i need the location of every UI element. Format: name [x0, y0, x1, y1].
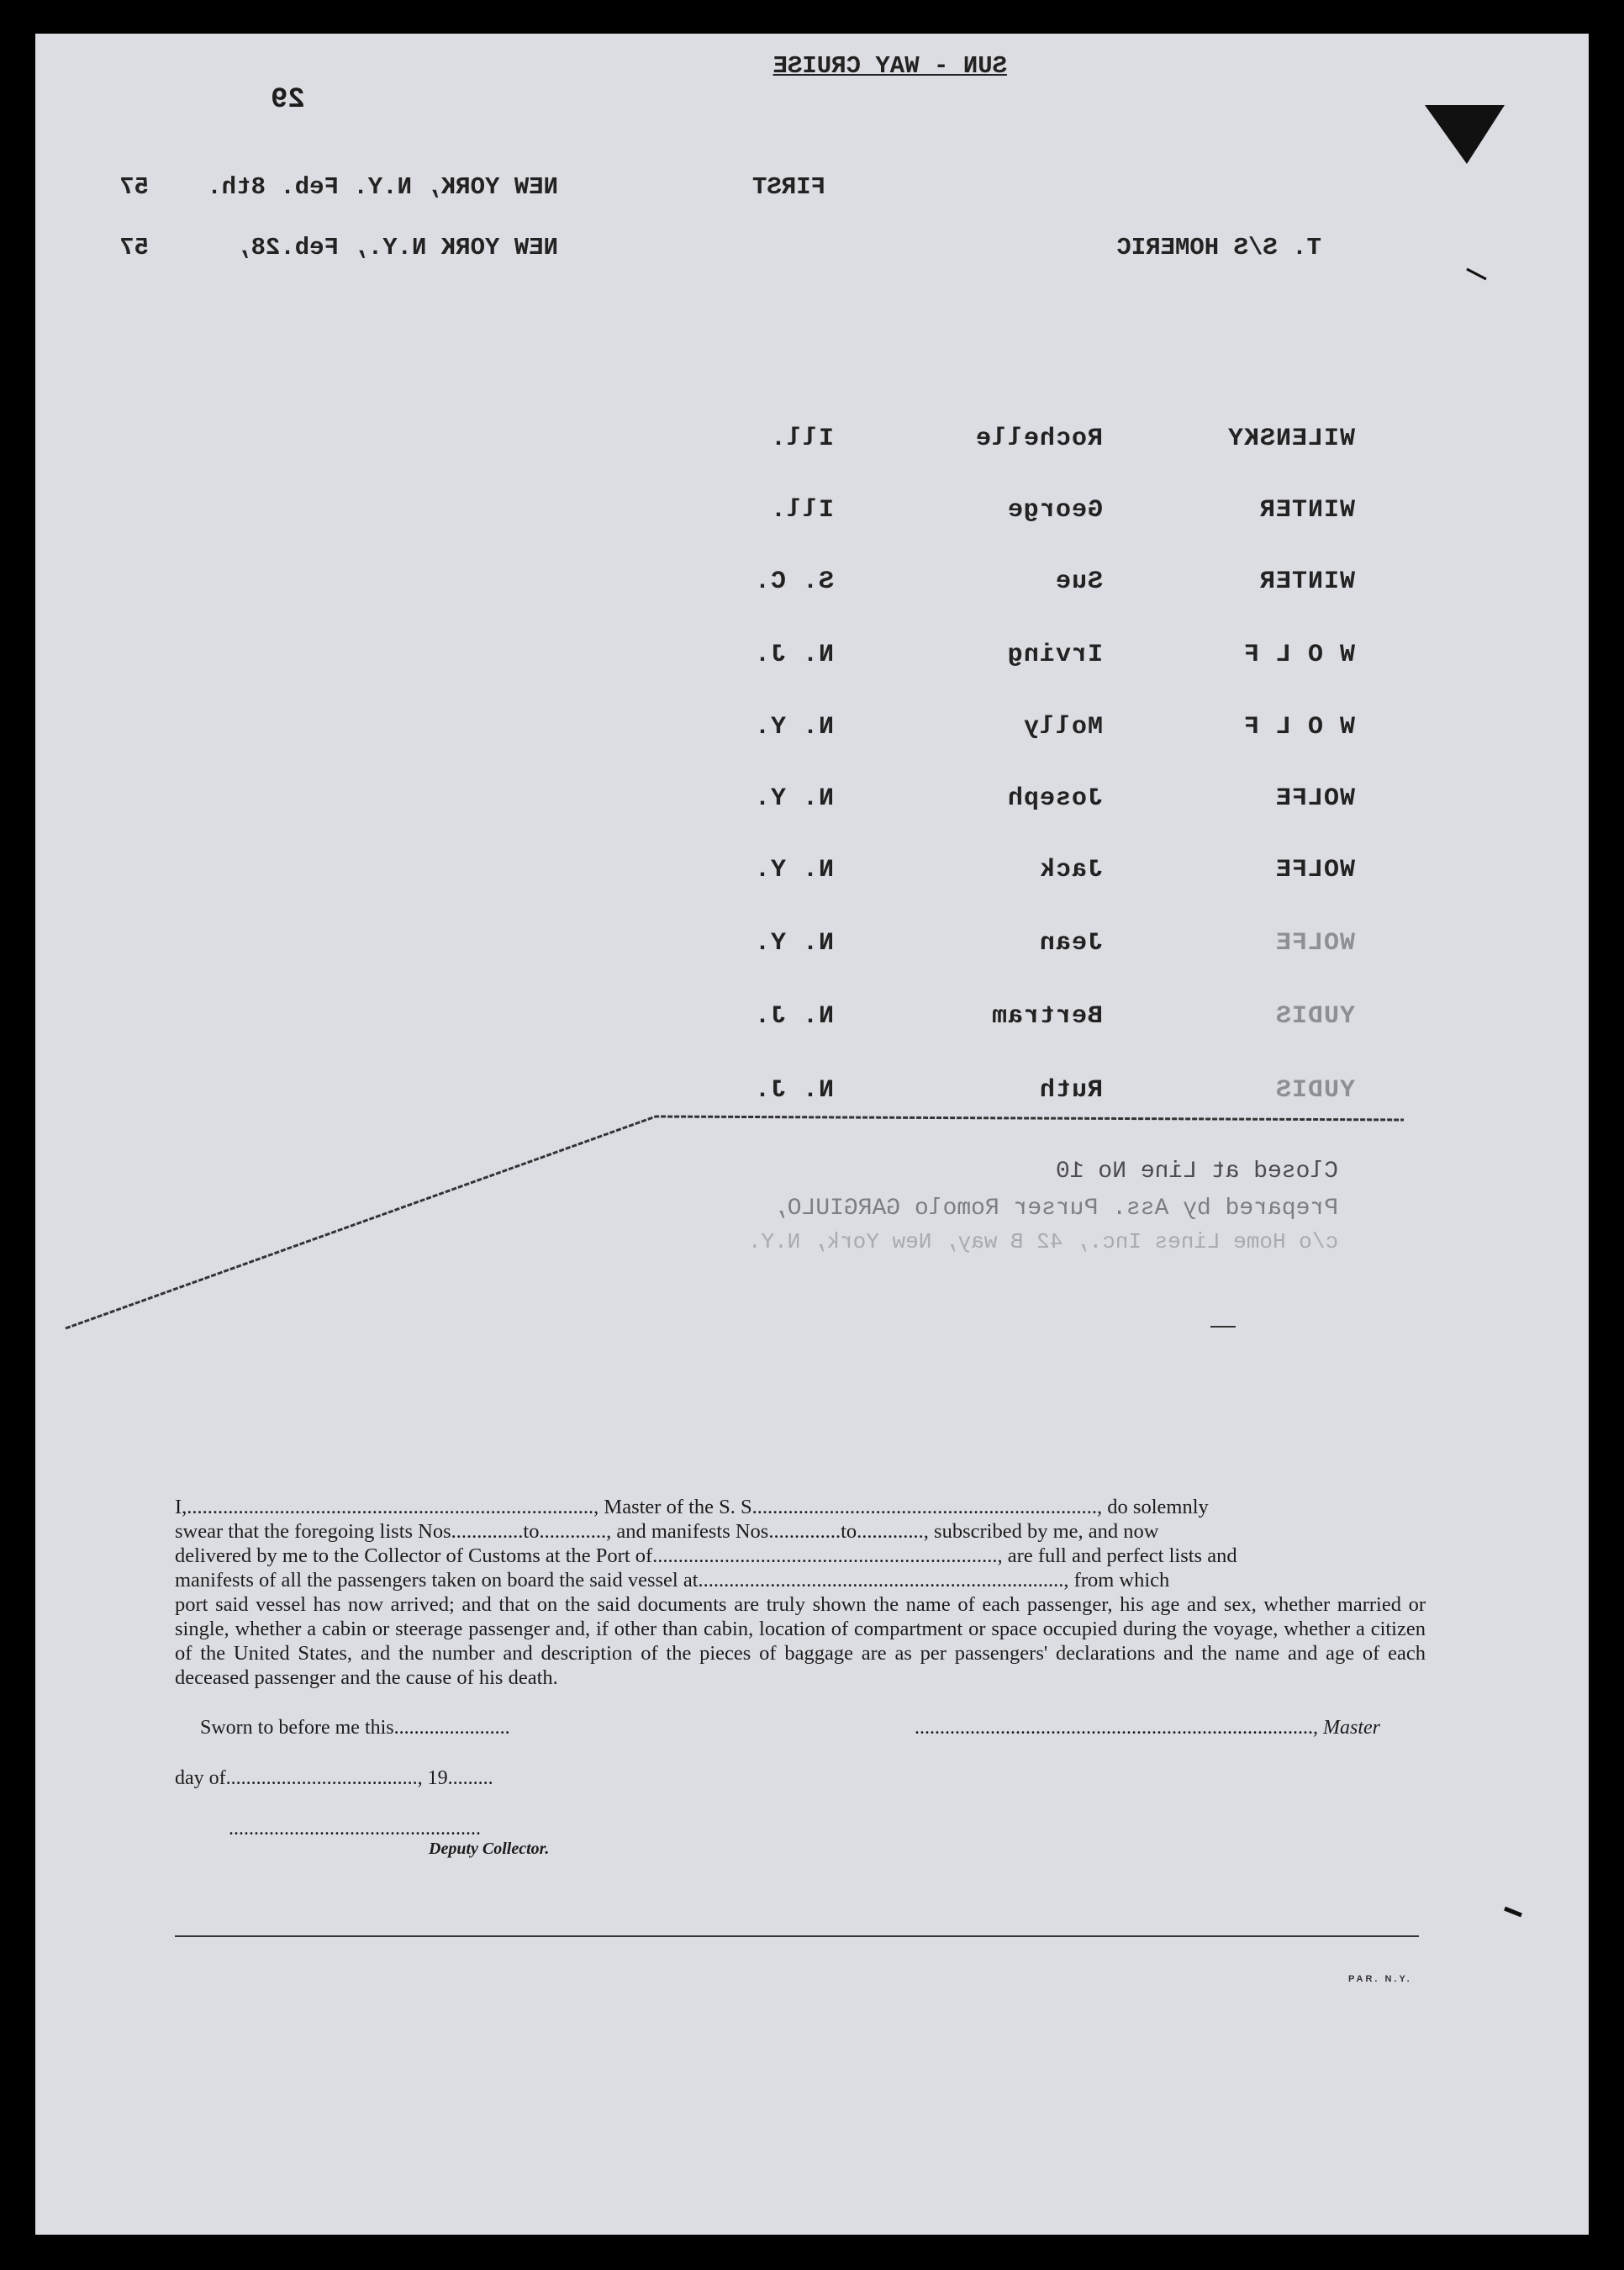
oath-line-4: manifests of all the passengers taken on board the said vessel at......................................................................., from which	[175, 1569, 1170, 1592]
passenger-state: N. Y.	[753, 784, 834, 813]
departure-year: 57	[119, 173, 149, 201]
day-of-line: day of......................................, 19.........	[175, 1767, 493, 1789]
oath-paragraph	[175, 1495, 1426, 1690]
departure-place-date: NEW YORK, N.Y. Feb. 8th.	[207, 173, 558, 201]
master-signature-line: ..............................................................................., Master	[915, 1717, 1380, 1739]
passenger-given-name: Bertram	[990, 1002, 1103, 1031]
oath-line-2: swear that the foregoing lists Nos..............to............., and manifests Nos..............to............., subscribed by me, and now	[175, 1520, 1159, 1543]
passenger-surname: WOLFE	[1274, 929, 1355, 958]
passenger-given-name: Sue	[1054, 568, 1103, 596]
cruise-title: SUN - WAY CRUISE	[772, 52, 1007, 80]
passenger-state: Ill.	[769, 496, 834, 525]
passenger-surname: WINTER	[1258, 568, 1355, 596]
footer-rule	[175, 1935, 1419, 1937]
passenger-surname: WOLFE	[1274, 856, 1355, 884]
passenger-given-name: Molly	[1022, 713, 1103, 742]
passenger-state: N. J.	[753, 641, 834, 669]
passenger-given-name: Rochelle	[974, 425, 1103, 453]
passenger-surname: WILENSKY	[1226, 425, 1355, 453]
printer-mark: PAR. N.Y.	[1348, 1974, 1412, 1984]
arrival-place-date: NEW YORK N.Y., Feb.28,	[236, 234, 558, 261]
passenger-surname: WINTER	[1258, 496, 1355, 525]
passenger-surname: W O L F	[1242, 641, 1355, 669]
oath-line-1: I,..............................................................................., Master of the S. S..................................................................., do solemnly	[175, 1496, 1209, 1518]
passenger-state: N. Y.	[753, 713, 834, 742]
passenger-state: Ill.	[769, 425, 834, 453]
passenger-given-name: Irving	[1006, 641, 1103, 669]
passenger-surname: YUDIS	[1274, 1002, 1355, 1031]
agent-address: c/o Home Lines Inc., 42 B way, New York, N.Y.	[747, 1229, 1338, 1254]
oath-line-3: delivered by me to the Collector of Customs at the Port of..................................................................., are full and perfect lists and	[175, 1544, 1237, 1567]
passenger-surname: WOLFE	[1274, 784, 1355, 813]
passenger-given-name: Ruth	[1038, 1076, 1103, 1105]
passenger-state: N. Y.	[753, 856, 834, 884]
passenger-state: N. J.	[753, 1076, 834, 1105]
oath-body: port said vessel has now arrived; and that on the said documents are truly shown the name of each passenger, his age and sex, whether married or single, whether a cabin or steerage passenger and, if other than cabin, location of compartment or space occupied during the voyage, whether a citizen of the United States, and the number and description of the pieces of baggage are as per passengers' declarations and the name and age of each deceased passenger and the cause of his death.	[175, 1593, 1426, 1689]
passenger-surname: YUDIS	[1274, 1076, 1355, 1105]
deputy-collector-label: Deputy Collector.	[429, 1840, 550, 1858]
passenger-surname: W O L F	[1242, 713, 1355, 742]
passenger-given-name: Jean	[1038, 929, 1103, 958]
ship-name: T. S/S HOMERIC	[1116, 234, 1321, 261]
deputy-signature-line: ..................................................	[229, 1818, 481, 1840]
passenger-given-name: Jack	[1038, 856, 1103, 884]
sworn-line: Sworn to before me this.......................	[200, 1717, 510, 1739]
passenger-state: N. J.	[753, 1002, 834, 1031]
dotted-fill: ...............................................................................	[187, 1496, 594, 1518]
passenger-given-name: George	[1006, 496, 1103, 525]
prepared-by: Prepared by Ass. Purser Romolo GARGIULO,	[772, 1196, 1338, 1222]
passenger-state: N. Y.	[753, 929, 834, 958]
page-number: 29	[271, 84, 305, 116]
passenger-given-name: Joseph	[1006, 784, 1103, 813]
passenger-state: S. C.	[753, 568, 834, 596]
closed-at-line: Closed at Line No 10	[1055, 1159, 1338, 1185]
arrival-year: 57	[119, 234, 149, 261]
class-label: FIRST	[751, 173, 825, 201]
